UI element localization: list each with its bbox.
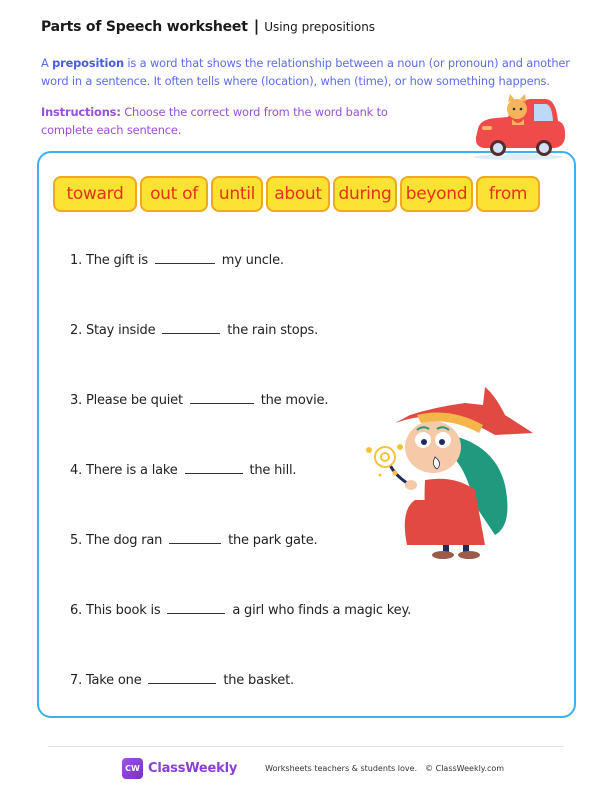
- footer-copyright: © ClassWeekly.com: [425, 764, 505, 773]
- word-chip-beyond: beyond: [400, 176, 473, 212]
- instructions-paragraph: [41, 103, 441, 139]
- question-text-after: the rain stops.: [227, 323, 319, 338]
- word-chip-out-of: out of: [140, 176, 208, 212]
- question-number: 7.: [70, 673, 83, 688]
- word-chip-toward: toward: [53, 176, 137, 212]
- witch-illustration: [355, 385, 545, 560]
- question-4: [70, 462, 296, 478]
- word-chip-during: during: [333, 176, 397, 212]
- question-text-after: the basket.: [223, 673, 294, 688]
- question-number: 2.: [70, 323, 83, 338]
- question-text-after: a girl who finds a magic key.: [232, 603, 412, 618]
- question-3: [70, 392, 328, 408]
- cat-in-car-illustration: [468, 91, 568, 161]
- question-text-before: There is a lake: [85, 463, 178, 478]
- answer-blank[interactable]: [167, 602, 225, 614]
- footer-divider: [48, 746, 564, 747]
- footer: [122, 758, 504, 779]
- question-text-before: This book is: [85, 603, 161, 618]
- intro-text: is a word that shows the relationship between a noun (or pronoun) and another word in a sentence. It often tells where (location), when (time), or how something happens.: [41, 56, 570, 88]
- question-text-before: Please be quiet: [85, 393, 183, 408]
- intro-term: preposition: [52, 56, 124, 70]
- question-text-before: Stay inside: [85, 323, 156, 338]
- question-7: [70, 672, 294, 688]
- answer-blank[interactable]: [148, 672, 216, 684]
- question-text-before: The dog ran: [85, 533, 163, 548]
- intro-paragraph: [41, 54, 581, 90]
- question-6: [70, 602, 411, 618]
- answer-blank[interactable]: [155, 252, 215, 264]
- question-text-after: the park gate.: [228, 533, 318, 548]
- question-text-before: Take one: [85, 673, 142, 688]
- answer-blank[interactable]: [169, 532, 221, 544]
- answer-blank[interactable]: [190, 392, 254, 404]
- worksheet-header: [41, 17, 375, 35]
- instructions-label: Instructions:: [41, 105, 121, 119]
- page-title: Parts of Speech worksheet: [41, 19, 248, 35]
- question-number: 6.: [70, 603, 83, 618]
- instructions-text: Choose the correct word from the word bank to complete each sentence.: [41, 105, 388, 137]
- question-5: [70, 532, 317, 548]
- word-chip-about: about: [266, 176, 330, 212]
- question-2: [70, 322, 318, 338]
- answer-blank[interactable]: [185, 462, 243, 474]
- question-number: 5.: [70, 533, 83, 548]
- question-text-after: the movie.: [260, 393, 329, 408]
- page-subtitle: Using prepositions: [264, 20, 376, 34]
- question-number: 4.: [70, 463, 83, 478]
- brand-name: ClassWeekly: [148, 761, 238, 776]
- word-chip-from: from: [476, 176, 540, 212]
- question-number: 1.: [70, 253, 83, 268]
- footer-tagline: Worksheets teachers & students love.: [265, 764, 418, 773]
- question-text-before: The gift is: [85, 253, 148, 268]
- intro-prefix: A: [41, 56, 53, 70]
- answer-blank[interactable]: [162, 322, 220, 334]
- question-text-after: the hill.: [249, 463, 297, 478]
- word-bank: [53, 176, 540, 212]
- question-text-after: my uncle.: [221, 253, 284, 268]
- title-separator: |: [253, 17, 260, 35]
- word-chip-until: until: [211, 176, 263, 212]
- question-number: 3.: [70, 393, 83, 408]
- classweekly-logo-icon: CW: [122, 758, 143, 779]
- question-1: [70, 252, 284, 268]
